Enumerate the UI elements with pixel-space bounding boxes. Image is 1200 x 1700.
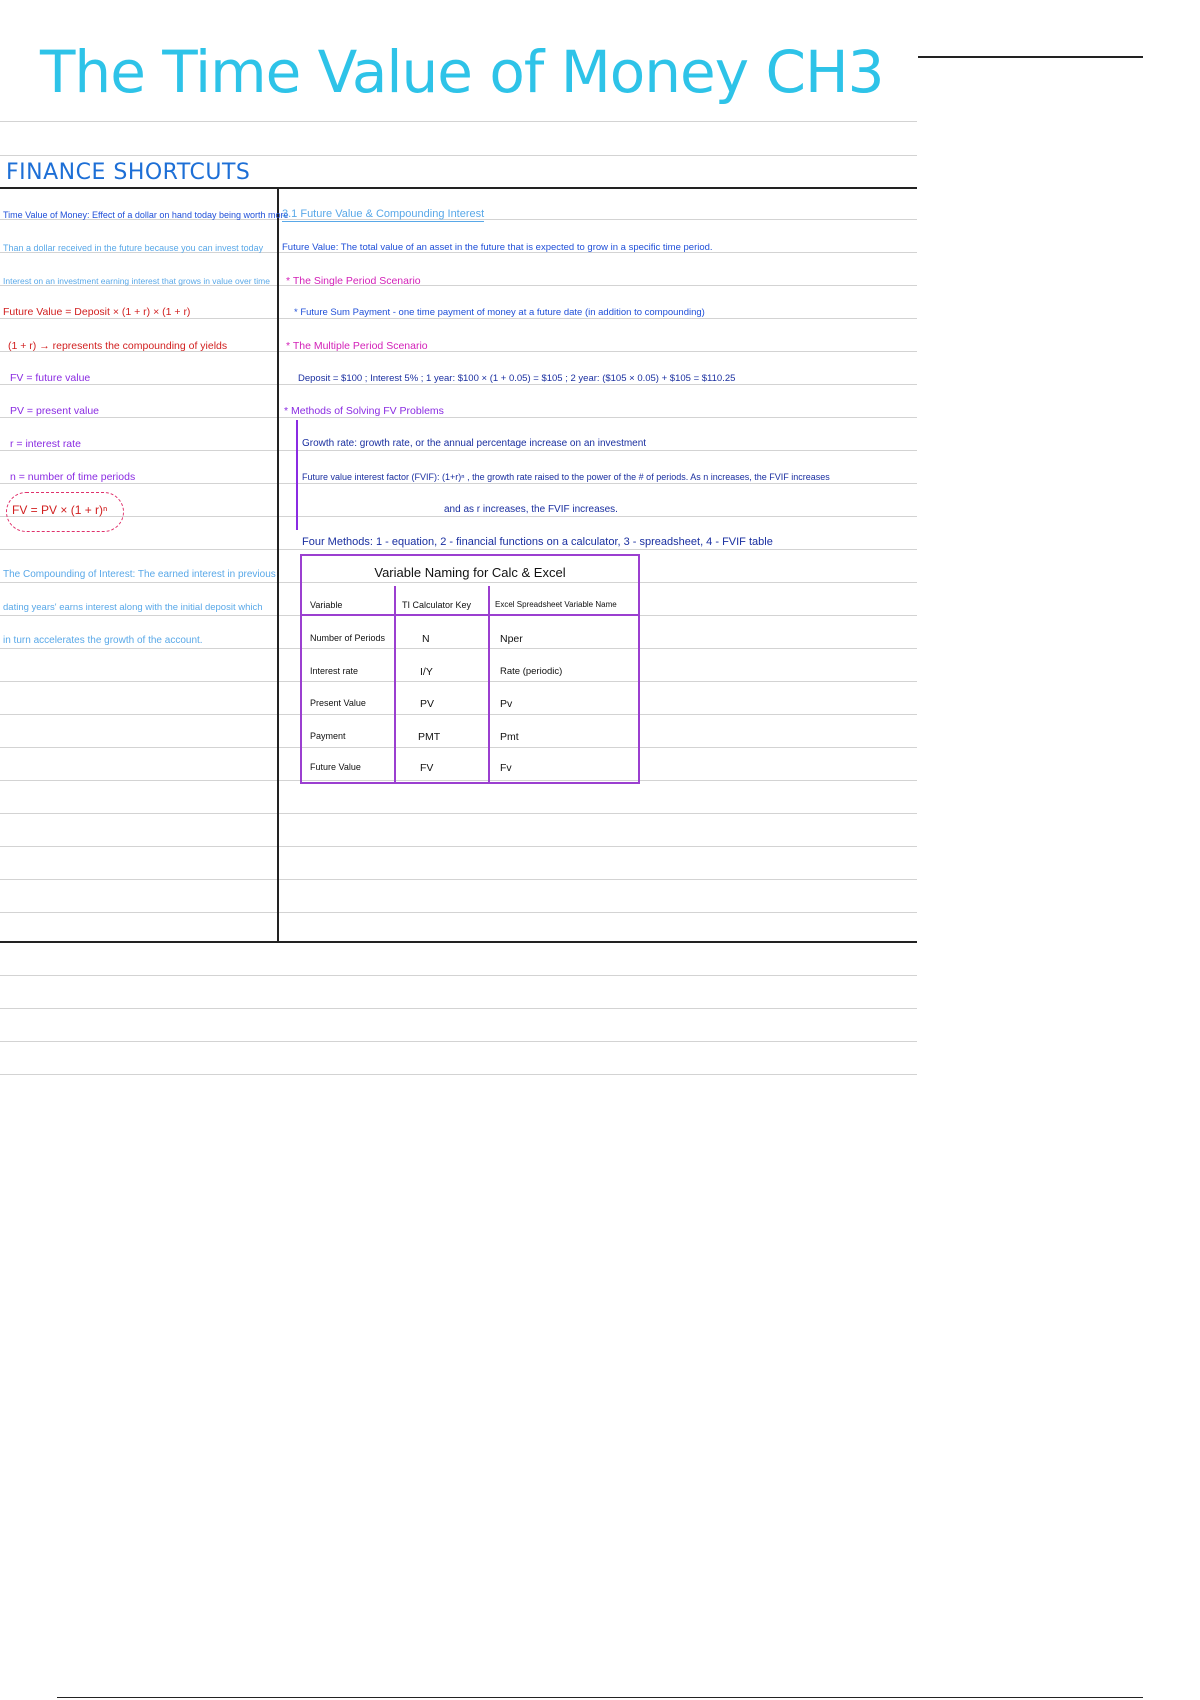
table-cell: Future Value [310,762,361,772]
note-compound-3: in turn accelerates the growth of the account. [3,635,203,646]
table-cell: PMT [418,731,441,743]
table-cell: N [422,633,430,645]
note-compound-2: dating years' earns interest along with the initial deposit which [3,602,263,613]
table-cell: PV [420,698,435,710]
variable-table [300,554,640,784]
table-cell: I/Y [420,666,433,678]
table-cell: Pmt [500,731,519,743]
table-cell: Fv [500,762,512,774]
frame-divider [277,187,279,942]
note-single-period: * The Single Period Scenario [286,275,421,287]
note-methods: * Methods of Solving FV Problems [284,405,444,417]
note-fv-equation: FV = PV × (1 + r)ⁿ [12,503,108,517]
note-tvm-2: Than a dollar received in the future because you can invest today [3,243,264,253]
note-n-def: n = number of time periods [10,471,136,483]
table-header: Variable [310,600,343,610]
table-cell: Number of Periods [310,633,386,643]
note-future-value: Future Value: The total value of an asset in the future that is expected to grow in a specific time period. [282,242,713,253]
note-fv-formula: Future Value = Deposit × (1 + r) × (1 + r) [3,306,191,318]
frame-top [0,187,917,189]
table-header: TI Calculator Key [402,600,472,610]
note-growth-rate: Growth rate: growth rate, or the annual percentage increase on an investment [302,438,647,449]
page-bottom-rule [57,1697,1143,1698]
note-interest: Interest on an investment earning interest that grows in value over time [3,276,270,286]
bracket-line [296,420,298,530]
section-title: FINANCE SHORTCUTS [6,160,251,185]
note-compound-1: The Compounding of Interest: The earned interest in previous [3,569,276,580]
table-title: Variable Naming for Calc & Excel [374,565,566,580]
title-divider [918,56,1143,58]
table-cell: Nper [500,633,523,645]
note-deposit-example: Deposit = $100 ; Interest 5% ; 1 year: $100 × (1 + 0.05) = $105 ; 2 year: ($105 × 0.05) + $105 = $110.25 [298,373,736,384]
table-cell: Pv [500,698,513,710]
note-multiple-period: * The Multiple Period Scenario [286,340,428,352]
frame-bottom [0,941,917,943]
note-four-methods: Four Methods: 1 - equation, 2 - financial functions on a calculator, 3 - spreadsheet, 4 - FVIF table [302,536,773,548]
right-heading: 3.1 Future Value & Compounding Interest [282,208,485,220]
note-fv-def: FV = future value [10,372,91,384]
note-tvm: Time Value of Money: Effect of a dollar on hand today being worth more [3,210,289,220]
note-pv-def: PV = present value [10,405,100,417]
table-cell: Payment [310,731,346,741]
note-compounding: (1 + r) → represents the compounding of yields [8,340,228,352]
note-fvif: Future value interest factor (FVIF): (1+r)ⁿ , the growth rate raised to the power of the # of periods. As n increases, the FVIF increases [302,472,830,482]
note-r-def: r = interest rate [10,438,81,450]
table-header: Excel Spreadsheet Variable Name [495,600,617,609]
note-future-sum: * Future Sum Payment - one time payment of money at a future date (in addition to compounding) [294,307,705,318]
note-fvif-2: and as r increases, the FVIF increases. [444,504,618,515]
table-cell: FV [420,762,434,774]
table-cell: Present Value [310,698,366,708]
table-cell: Rate (periodic) [500,666,563,677]
table-cell: Interest rate [310,666,359,676]
page-title: The Time Value of Money CH3 [40,38,884,106]
